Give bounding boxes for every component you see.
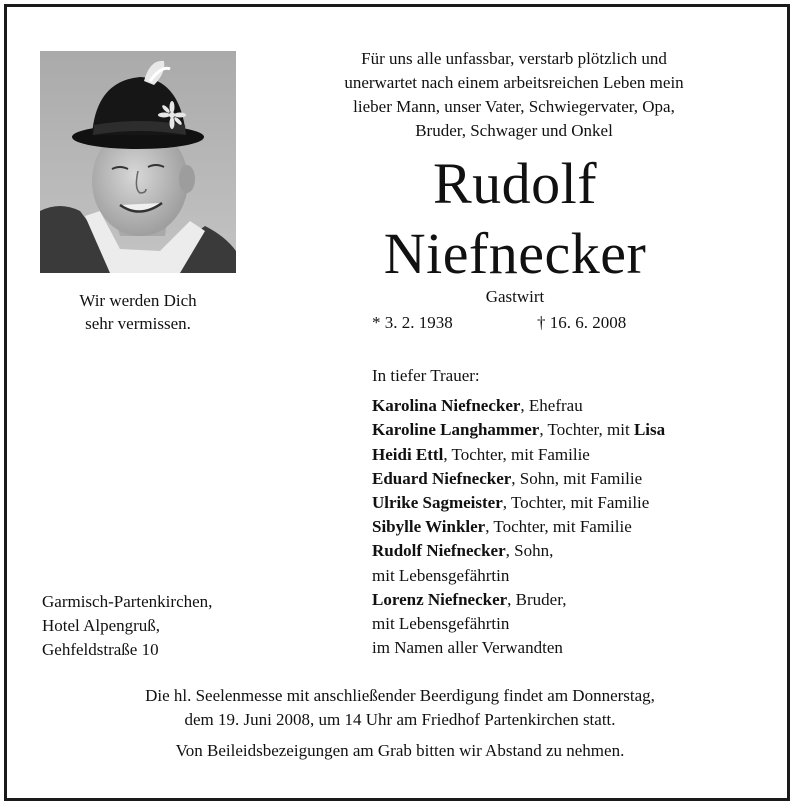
mourner-name: Karolina Niefnecker xyxy=(372,396,521,416)
mourner-name: Eduard Niefnecker xyxy=(372,468,512,488)
intro-line: Für uns alle unfassbar, verstarb plötzlich und xyxy=(361,49,667,68)
mourner-relation: , Tochter, mit xyxy=(539,420,634,440)
intro-line: unerwartet nach einem arbeitsreichen Leben mein xyxy=(344,73,684,92)
deceased-first-name: Rudolf xyxy=(432,151,598,216)
photo-caption xyxy=(20,289,256,335)
footer-line: Die hl. Seelenmesse mit anschließender Beerdigung findet am Donnerstag, xyxy=(145,686,655,705)
address-line: Hotel Alpengruß, xyxy=(42,616,161,635)
mourner-relation: mit Lebensgefährtin xyxy=(372,614,510,634)
occupation: Gastwirt xyxy=(485,287,545,306)
address-line: Garmisch-Partenkirchen, xyxy=(42,592,213,611)
mourner-name: Karoline Langhammer xyxy=(372,420,540,440)
mourner-relation: mit Lebensgefährtin xyxy=(372,565,510,585)
birth-date: * 3. 2. 1938 xyxy=(372,313,453,332)
mourner-entry xyxy=(372,564,772,588)
funeral-notice xyxy=(20,684,780,763)
intro-text xyxy=(256,47,772,143)
mourner-relation: , Tochter, mit Familie xyxy=(485,517,632,537)
portrait-photo xyxy=(40,51,236,273)
death-date: † 16. 6. 2008 xyxy=(537,313,627,332)
mourner-entry xyxy=(372,539,772,563)
mourner-name: Sibylle Winkler xyxy=(372,517,486,537)
mourner-name: Lisa xyxy=(633,420,666,440)
condolence-note: Von Beileidsbezeigungen am Grab bitten wir Abstand zu nehmen. xyxy=(175,741,625,760)
mourner-name: Lorenz Niefnecker xyxy=(372,589,508,609)
mourner-entry xyxy=(372,588,772,612)
mourner-entry xyxy=(372,612,772,636)
mourners-list xyxy=(372,364,772,660)
mourner-entry xyxy=(372,636,772,660)
mourner-name: Ulrike Sagmeister xyxy=(372,493,503,513)
intro-line: Bruder, Schwager und Onkel xyxy=(415,121,613,140)
address-line: Gehfeldstraße 10 xyxy=(42,640,159,659)
caption-line: Wir werden Dich xyxy=(79,291,197,310)
mourners-heading: In tiefer Trauer: xyxy=(372,366,480,385)
deceased-last-name: Niefnecker xyxy=(383,221,647,286)
mourner-name: Heidi Ettl xyxy=(372,444,444,464)
mourner-relation: , Sohn, xyxy=(505,541,554,561)
mourner-entry xyxy=(372,491,772,515)
mourner-relation: , Bruder, xyxy=(507,589,567,609)
intro-line: lieber Mann, unser Vater, Schwiegervater, Opa, xyxy=(353,97,675,116)
mourner-entry xyxy=(372,467,772,491)
address-block xyxy=(42,590,212,662)
mourner-entry xyxy=(372,394,772,418)
mourner-relation: im Namen aller Verwandten xyxy=(372,638,563,658)
mourner-relation: , Ehefrau xyxy=(520,396,583,416)
mourner-relation: , Tochter, mit Familie xyxy=(502,493,650,513)
mourner-relation: , Tochter, mit Familie xyxy=(443,444,590,464)
mourner-relation: , Sohn, mit Familie xyxy=(511,468,643,488)
mourner-name: Rudolf Niefnecker xyxy=(372,541,506,561)
caption-line: sehr vermissen. xyxy=(85,314,191,333)
mourner-entry xyxy=(372,418,772,442)
mourner-entry xyxy=(372,515,772,539)
footer-line: dem 19. Juni 2008, um 14 Uhr am Friedhof Partenkirchen statt. xyxy=(184,710,616,729)
mourner-entry xyxy=(372,443,772,467)
